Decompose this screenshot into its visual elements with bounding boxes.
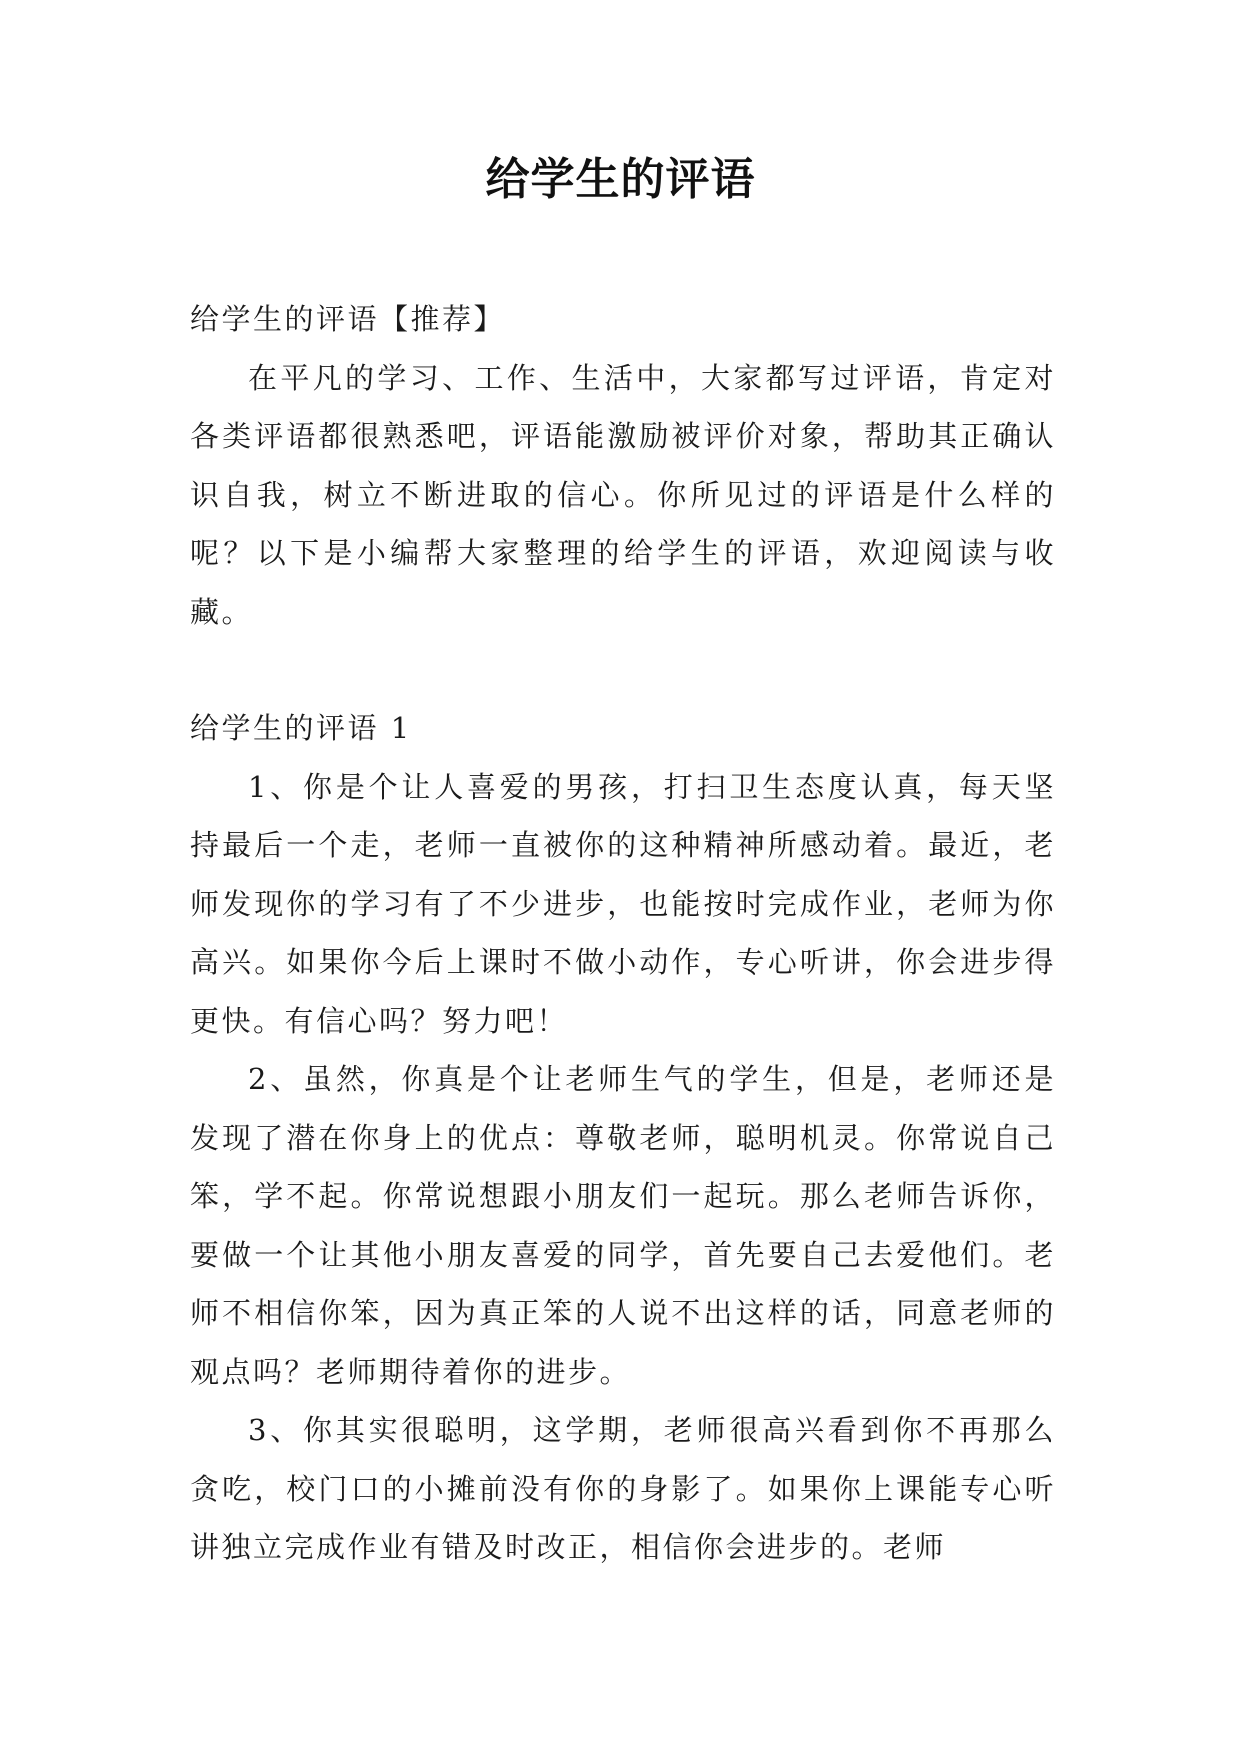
comment-item-2: 2、虽然，你真是个让老师生气的学生，但是，老师还是发现了潜在你身上的优点：尊敬老师，聪明机灵。你常说自己笨，学不起。你常说想跟小朋友们一起玩。那么老师告诉你，要做一个让其他小朋友喜爱的同学，首先要自己去爱他们。老师不相信你笨，因为真正笨的人说不出这样的话，同意老师的观点吗？老师期待着你的进步。: [190, 1062, 1056, 1389]
section-heading: 给学生的评语 1: [190, 711, 412, 745]
intro-heading: 给学生的评语【推荐】: [190, 302, 506, 336]
comment-item-3: 3、你其实很聪明，这学期，老师很高兴看到你不再那么贪吃，校门口的小摊前没有你的身影了。如果你上课能专心听讲独立完成作业有错及时改正，相信你会进步的。老师: [190, 1413, 1056, 1564]
section-spacer: [190, 641, 1056, 699]
document-body: [190, 290, 1056, 1577]
intro-paragraph: 在平凡的学习、工作、生活中，大家都写过评语，肯定对各类评语都很熟悉吧，评语能激励被评价对象，帮助其正确认识自我，树立不断进取的信心。你所见过的评语是什么样的呢？以下是小编帮大家整理的给学生的评语，欢迎阅读与收藏。: [190, 360, 1056, 629]
document-title: 给学生的评语: [485, 154, 756, 205]
comment-item-1: 1、你是个让人喜爱的男孩，打扫卫生态度认真，每天坚持最后一个走，老师一直被你的这种精神所感动着。最近，老师发现你的学习有了不少进步，也能按时完成作业，老师为你高兴。如果你今后上课时不做小动作，专心听讲，你会进步得更快。有信心吗？努力吧！: [190, 769, 1056, 1038]
